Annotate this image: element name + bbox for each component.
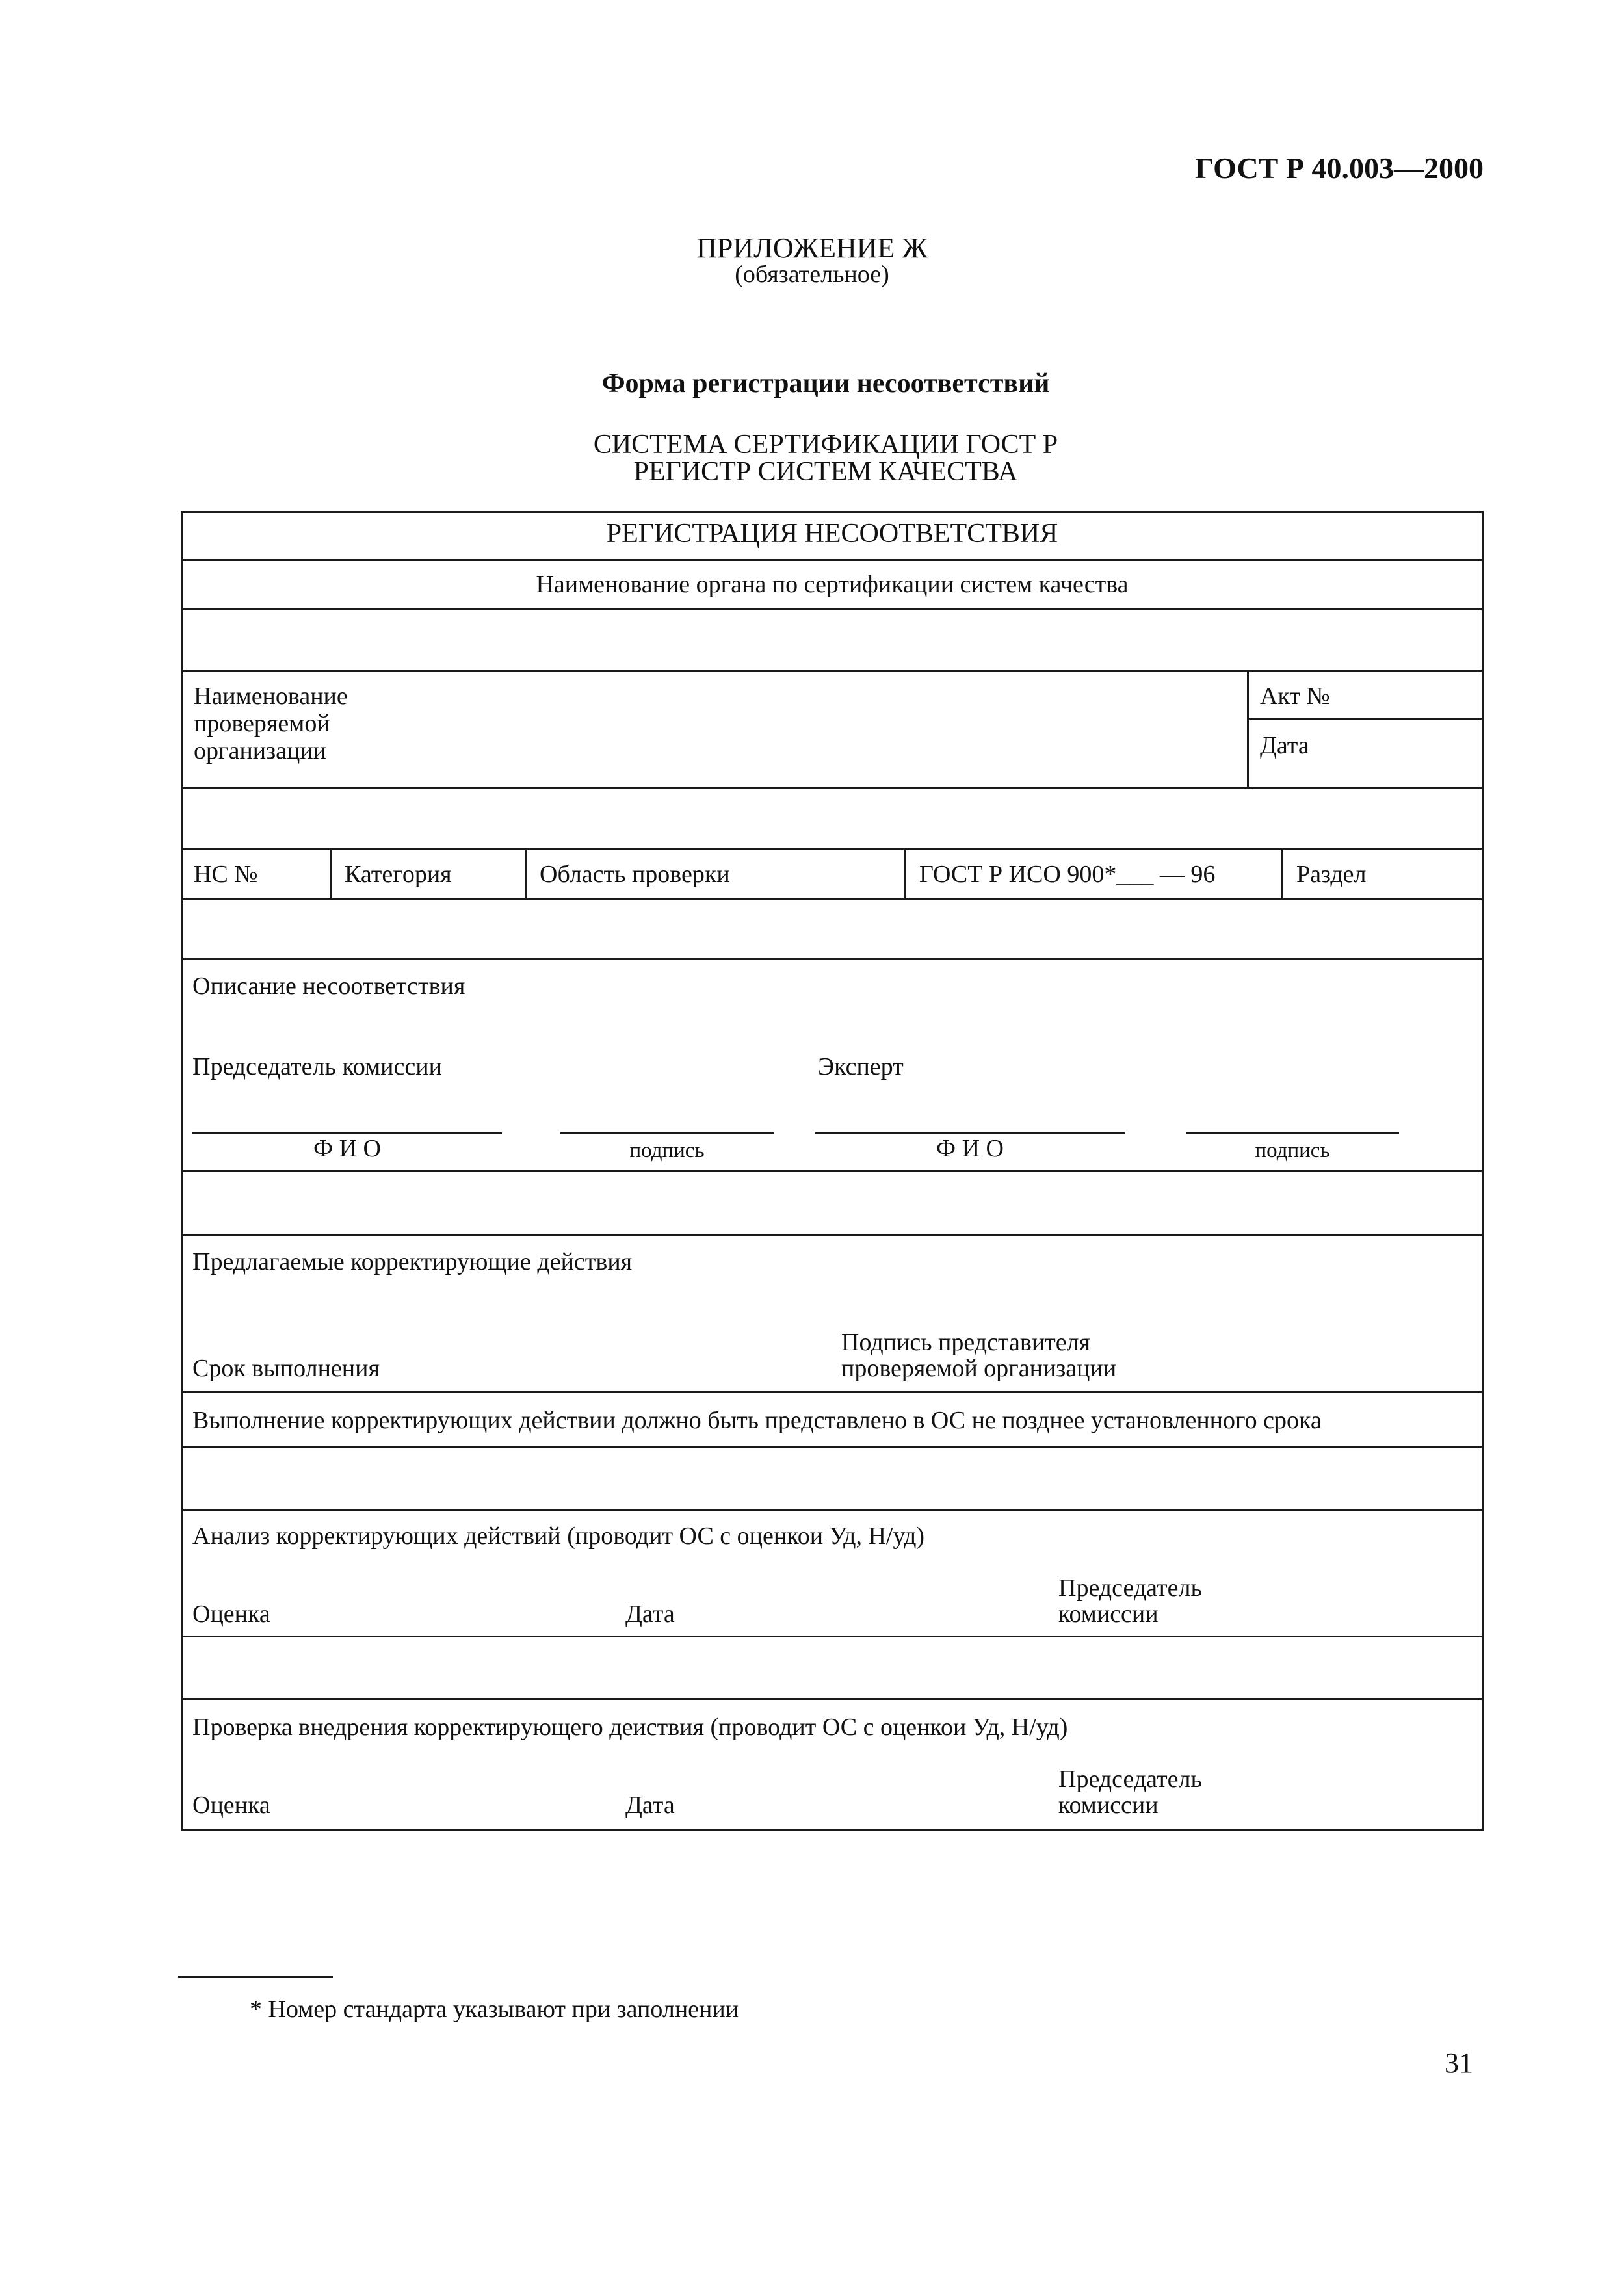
representative-signature-line2: проверяемой организации	[841, 1355, 1117, 1382]
rule	[181, 1234, 1484, 1236]
column-nc-number: НС №	[194, 861, 258, 888]
description-label: Описание несоответствия	[192, 972, 465, 1000]
rule	[181, 898, 1484, 900]
rule	[181, 559, 1484, 561]
rule	[181, 1636, 1484, 1637]
footnote: * Номер стандарта указывают при заполнении	[250, 1996, 739, 2023]
expert-signature-caption: подпись	[1255, 1139, 1330, 1162]
column-audit-area: Область проверки	[540, 861, 730, 888]
page-number: 31	[1445, 2047, 1473, 2079]
rule	[1281, 848, 1283, 898]
chairman-fio-line	[192, 1132, 502, 1134]
rule	[181, 1509, 1484, 1511]
system-title-line2: РЕГИСТР СИСТЕМ КАЧЕСТВА	[633, 457, 1018, 487]
expert-fio-line	[815, 1132, 1125, 1134]
appendix-status: (обязательное)	[735, 261, 889, 288]
rule	[181, 848, 1484, 850]
org-label-line1: Наименование	[194, 683, 348, 710]
column-category: Категория	[345, 861, 452, 888]
org-label-line2: проверяемой	[194, 710, 330, 737]
org-label-line3: организации	[194, 737, 327, 764]
analysis-chair-line1: Председатель	[1058, 1574, 1202, 1602]
form-heading: РЕГИСТРАЦИЯ НЕСООТВЕТСТВИЯ	[606, 519, 1058, 549]
representative-signature-line1: Подпись представителя	[841, 1329, 1091, 1356]
expert-fio-caption: Ф И О	[936, 1135, 1004, 1162]
rule	[181, 1698, 1484, 1700]
chairman-signature-line	[560, 1132, 774, 1134]
verification-chair-line2: комиссии	[1058, 1792, 1159, 1819]
rule	[181, 1391, 1484, 1393]
act-number-label: Акт №	[1260, 683, 1330, 710]
date-label: Дата	[1260, 732, 1309, 759]
rule	[181, 958, 1484, 960]
rule	[330, 848, 332, 898]
column-section: Раздел	[1296, 861, 1367, 888]
deadline-label: Срок выполнения	[192, 1355, 380, 1382]
rule	[904, 848, 906, 898]
deadline-notice: Выполнение корректирующих действии должно быть представлено в ОС не позднее установленного срока	[192, 1407, 1322, 1434]
verification-label: Проверка внедрения корректирующего деиствия (проводит ОС с оценкои Уд, Н/уд)	[192, 1714, 1068, 1741]
footnote-separator	[178, 1976, 333, 1978]
chairman-label: Председатель комиссии	[192, 1053, 442, 1080]
appendix-title: ПРИЛОЖЕНИЕ Ж	[696, 232, 928, 264]
rule	[181, 1446, 1484, 1448]
expert-signature-line	[1186, 1132, 1399, 1134]
rule	[181, 608, 1484, 610]
rule	[181, 670, 1484, 672]
column-standard: ГОСТ Р ИСО 900*___ — 96	[919, 861, 1216, 888]
analysis-rating-label: Оценка	[192, 1600, 270, 1628]
rule	[525, 848, 527, 898]
rule	[181, 1170, 1484, 1172]
expert-label: Эксперт	[818, 1053, 904, 1080]
analysis-label: Анализ корректирующих действий (проводит ОС с оценкои Уд, Н/уд)	[192, 1522, 925, 1550]
chairman-signature-caption: подпись	[629, 1139, 705, 1162]
analysis-chair-line2: комиссии	[1058, 1600, 1159, 1628]
rule	[181, 787, 1484, 789]
verification-rating-label: Оценка	[192, 1792, 270, 1819]
chairman-fio-caption: Ф И О	[313, 1135, 381, 1162]
rule	[1247, 670, 1249, 787]
rule	[1247, 718, 1484, 720]
verification-date-label: Дата	[625, 1792, 675, 1819]
system-title-line1: СИСТЕМА СЕРТИФИКАЦИИ ГОСТ Р	[593, 430, 1058, 460]
proposed-actions-label: Предлагаемые корректирующие действия	[192, 1248, 633, 1275]
certification-body-label: Наименование органа по сертификации систем качества	[536, 571, 1129, 598]
verification-chair-line1: Председатель	[1058, 1766, 1202, 1793]
analysis-date-label: Дата	[625, 1600, 675, 1628]
standard-designation: ГОСТ Р 40.003—2000	[1195, 151, 1484, 185]
form-title: Форма регистрации несоответствий	[601, 369, 1050, 398]
